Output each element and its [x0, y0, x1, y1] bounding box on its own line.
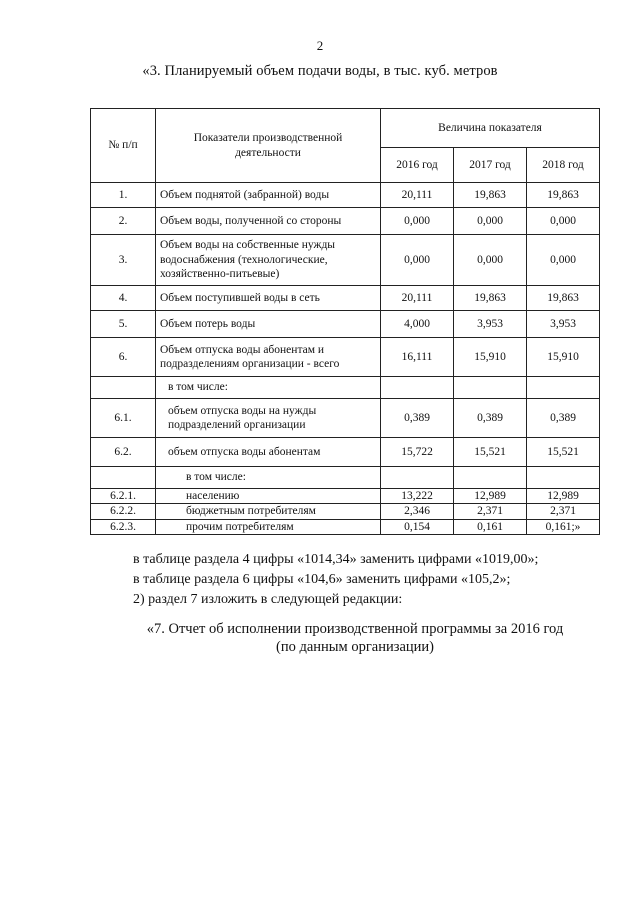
row-value-2016: [381, 467, 454, 489]
row-value-2017: 15,910: [454, 338, 527, 377]
row-num: 6.2.: [91, 438, 156, 467]
report-heading-subtitle: (по данным организации): [275, 639, 434, 655]
row-value-2016: [381, 377, 454, 399]
row-value-2018: [527, 467, 600, 489]
table-row: [91, 377, 600, 399]
row-value-2016: 0,000: [381, 235, 454, 286]
table-row: [91, 467, 600, 489]
row-label: в том числе:: [156, 377, 381, 399]
row-label: Объем поступившей воды в сеть: [156, 286, 381, 311]
row-value-2017: [454, 467, 527, 489]
row-label: объем отпуска воды на нужды подразделений организации: [156, 399, 381, 438]
table-row: [91, 489, 600, 504]
header-num: № п/п: [91, 109, 156, 183]
row-label: прочим потребителям: [156, 519, 381, 534]
row-label: объем отпуска воды абонентам: [156, 438, 381, 467]
row-label: бюджетным потребителям: [156, 504, 381, 519]
report-heading-title: «7. Отчет об исполнении производственной программы за 2016 год: [146, 621, 564, 637]
row-value-2017: 0,000: [454, 235, 527, 286]
row-value-2018: [527, 377, 600, 399]
table-row: [91, 183, 600, 208]
amendment-line: в таблице раздела 6 цифры «104,6» заменить цифрами «105,2»;: [133, 572, 511, 587]
row-value-2017: 0,389: [454, 399, 527, 438]
row-num: 6.2.2.: [91, 504, 156, 519]
row-value-2018: 12,989: [527, 489, 600, 504]
row-num: 6.2.1.: [91, 489, 156, 504]
row-value-2016: 16,111: [381, 338, 454, 377]
row-value-2016: 2,346: [381, 504, 454, 519]
row-num: 6.1.: [91, 399, 156, 438]
row-label: Объем отпуска воды абонентам и подразделениям организации - всего: [156, 338, 381, 377]
row-value-2016: 0,389: [381, 399, 454, 438]
row-value-2018: 19,863: [527, 286, 600, 311]
header-value-group: Величина показателя: [381, 109, 600, 148]
amendments-block: [133, 550, 613, 610]
table-row: [91, 235, 600, 286]
row-num: 6.: [91, 338, 156, 377]
row-value-2017: 0,000: [454, 208, 527, 235]
water-supply-table: [90, 108, 600, 535]
row-value-2018: 0,000: [527, 235, 600, 286]
row-num: 1.: [91, 183, 156, 208]
row-value-2017: 12,989: [454, 489, 527, 504]
table-row: [91, 286, 600, 311]
row-value-2016: 20,111: [381, 286, 454, 311]
row-value-2018: 15,910: [527, 338, 600, 377]
row-label: Объем поднятой (забранной) воды: [156, 183, 381, 208]
row-label: Объем воды, полученной со стороны: [156, 208, 381, 235]
row-value-2018: 19,863: [527, 183, 600, 208]
row-num: 3.: [91, 235, 156, 286]
row-value-2018: 0,161;»: [527, 519, 600, 534]
row-value-2016: 13,222: [381, 489, 454, 504]
row-value-2017: 0,161: [454, 519, 527, 534]
row-value-2016: 0,154: [381, 519, 454, 534]
row-label: в том числе:: [156, 467, 381, 489]
row-label: населению: [156, 489, 381, 504]
row-value-2016: 0,000: [381, 208, 454, 235]
row-num: 2.: [91, 208, 156, 235]
row-label: Объем воды на собственные нужды водоснабжения (технологические, хозяйственно-питьевые): [156, 235, 381, 286]
row-value-2018: 0,389: [527, 399, 600, 438]
row-value-2016: 4,000: [381, 311, 454, 338]
row-value-2017: 19,863: [454, 286, 527, 311]
row-value-2017: 2,371: [454, 504, 527, 519]
row-value-2016: 15,722: [381, 438, 454, 467]
row-value-2018: 3,953: [527, 311, 600, 338]
row-num: [91, 467, 156, 489]
section-title: «3. Планируемый объем подачи воды, в тыс. куб. метров: [142, 63, 498, 79]
row-value-2017: 3,953: [454, 311, 527, 338]
table-header-row: [91, 109, 600, 148]
row-value-2017: 19,863: [454, 183, 527, 208]
table-row: [91, 399, 600, 438]
row-num: 6.2.3.: [91, 519, 156, 534]
amendment-line: 2) раздел 7 изложить в следующей редакции:: [133, 592, 403, 607]
row-label: Объем потерь воды: [156, 311, 381, 338]
page-number: 2: [316, 38, 324, 53]
header-year-2017: 2017 год: [454, 148, 527, 183]
header-indicator: Показатели производственной деятельности: [156, 109, 381, 183]
table-row: [91, 504, 600, 519]
header-year-2018: 2018 год: [527, 148, 600, 183]
row-value-2017: [454, 377, 527, 399]
row-num: 4.: [91, 286, 156, 311]
row-value-2017: 15,521: [454, 438, 527, 467]
table-row: [91, 208, 600, 235]
table-row: [91, 338, 600, 377]
report-heading: [120, 620, 590, 656]
table-row: [91, 438, 600, 467]
table-row: [91, 311, 600, 338]
header-year-2016: 2016 год: [381, 148, 454, 183]
row-value-2018: 2,371: [527, 504, 600, 519]
table-row: [91, 519, 600, 534]
row-value-2016: 20,111: [381, 183, 454, 208]
row-num: 5.: [91, 311, 156, 338]
row-num: [91, 377, 156, 399]
row-value-2018: 15,521: [527, 438, 600, 467]
amendment-line: в таблице раздела 4 цифры «1014,34» заменить цифрами «1019,00»;: [133, 552, 539, 567]
row-value-2018: 0,000: [527, 208, 600, 235]
